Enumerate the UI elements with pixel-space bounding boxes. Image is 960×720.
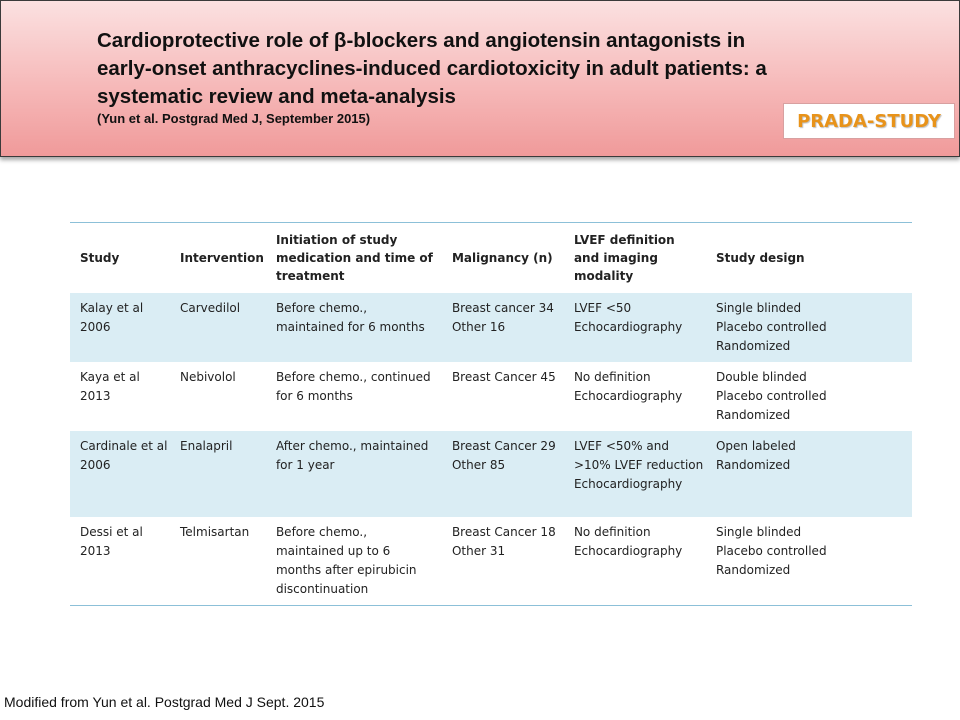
cell-line: Single blinded (715, 525, 802, 539)
cell-line: Randomized (715, 563, 791, 577)
cell-line: LVEF <50% and (573, 439, 669, 453)
cell-line: 2013 (80, 544, 111, 558)
cell-design (710, 362, 912, 431)
cell-line: Before chemo., (275, 525, 368, 539)
cell-initiation (270, 362, 446, 431)
cell-line: Dessi et al (80, 525, 143, 539)
cell-line: >10% LVEF reduction (573, 458, 704, 472)
cell-line: Placebo controlled (715, 389, 827, 403)
cell-line: Before chemo., (275, 301, 368, 315)
cell-line: Breast Cancer 29 (451, 439, 556, 453)
cell-line: Randomized (715, 339, 791, 353)
cell-study (70, 517, 174, 606)
cell-line: Other 16 (451, 320, 506, 334)
studies-table (70, 222, 912, 606)
column-header-study: Study (70, 223, 174, 294)
cell-line: After chemo., maintained (275, 439, 429, 453)
cell-initiation (270, 517, 446, 606)
cell-design (710, 517, 912, 606)
cell-line: Placebo controlled (715, 544, 827, 558)
cell-line: Open labeled (715, 439, 796, 453)
title-line: early-onset anthracyclines-induced cardiotoxicity in adult patients: a (97, 57, 767, 80)
cell-design (710, 431, 912, 517)
table-header-row (70, 223, 912, 294)
cell-line: for 1 year (275, 458, 335, 472)
cell-study (70, 362, 174, 431)
cell-line: Kalay et al (80, 301, 144, 315)
cell-study (70, 293, 174, 362)
cell-line: No definition (573, 525, 651, 539)
cell-line: Double blinded (715, 370, 807, 384)
cell-line: Cardinale et al (80, 439, 168, 453)
cell-initiation (270, 293, 446, 362)
cell-line: 2013 (80, 389, 111, 403)
cell-intervention: Nebivolol (180, 370, 236, 384)
column-header-malignancy: Malignancy (n) (446, 223, 568, 294)
table-row (70, 517, 912, 606)
cell-design (710, 293, 912, 362)
cell-line: Breast Cancer 45 (451, 370, 556, 384)
cell-intervention: Telmisartan (180, 525, 250, 539)
cell-lvef (568, 362, 710, 431)
cell-line: LVEF <50 (573, 301, 632, 315)
cell-line: for 6 months (275, 389, 353, 403)
title-line: systematic review and meta-analysis (97, 85, 456, 108)
cell-line: maintained for 6 months (275, 320, 425, 334)
cell-line: Echocardiography (573, 389, 683, 403)
column-header-intervention: Intervention (174, 223, 270, 294)
cell-line: Other 31 (451, 544, 506, 558)
study-badge: PRADA-STUDY (783, 103, 955, 139)
title-citation: (Yun et al. Postgrad Med J, September 2015) (97, 111, 371, 126)
title-line: Cardioprotective role of β-blockers and angiotensin antagonists in (97, 29, 746, 52)
title-banner (0, 0, 960, 157)
cell-line: Randomized (715, 458, 791, 472)
column-header-lvef: LVEF definition and imaging modality (568, 223, 710, 294)
cell-line: Other 85 (451, 458, 506, 472)
cell-line: Single blinded (715, 301, 802, 315)
cell-line: Echocardiography (573, 477, 683, 491)
cell-malignancy (446, 431, 568, 517)
cell-line: 2006 (80, 320, 111, 334)
cell-line: 2006 (80, 458, 111, 472)
cell-line: No definition (573, 370, 651, 384)
cell-intervention: Carvedilol (174, 293, 270, 362)
slide-title (97, 27, 897, 111)
cell-line: Echocardiography (573, 320, 683, 334)
cell-line: Breast cancer 34 (451, 301, 554, 315)
source-note: Modified from Yun et al. Postgrad Med J Sept. 2015 (4, 694, 325, 710)
column-header-design: Study design (710, 223, 912, 294)
cell-malignancy (446, 362, 568, 431)
cell-lvef (568, 431, 710, 517)
cell-line: Kaya et al (80, 370, 140, 384)
cell-line: Placebo controlled (715, 320, 827, 334)
cell-intervention: Enalapril (174, 431, 270, 517)
cell-line: Echocardiography (573, 544, 683, 558)
cell-study (70, 431, 174, 517)
cell-line: months after epirubicin (275, 563, 417, 577)
table-row (70, 362, 912, 431)
cell-malignancy (446, 293, 568, 362)
table-row (70, 431, 912, 517)
cell-line: maintained up to 6 (275, 544, 391, 558)
cell-line: Before chemo., continued (275, 370, 431, 384)
cell-lvef (568, 293, 710, 362)
cell-line: Breast Cancer 18 (451, 525, 556, 539)
column-header-initiation: Initiation of study medication and time of treatment (270, 223, 446, 294)
table-row (70, 293, 912, 362)
cell-malignancy (446, 517, 568, 606)
cell-lvef (568, 517, 710, 606)
cell-initiation (270, 431, 446, 517)
cell-line: discontinuation (275, 582, 369, 596)
cell-line: Randomized (715, 408, 791, 422)
